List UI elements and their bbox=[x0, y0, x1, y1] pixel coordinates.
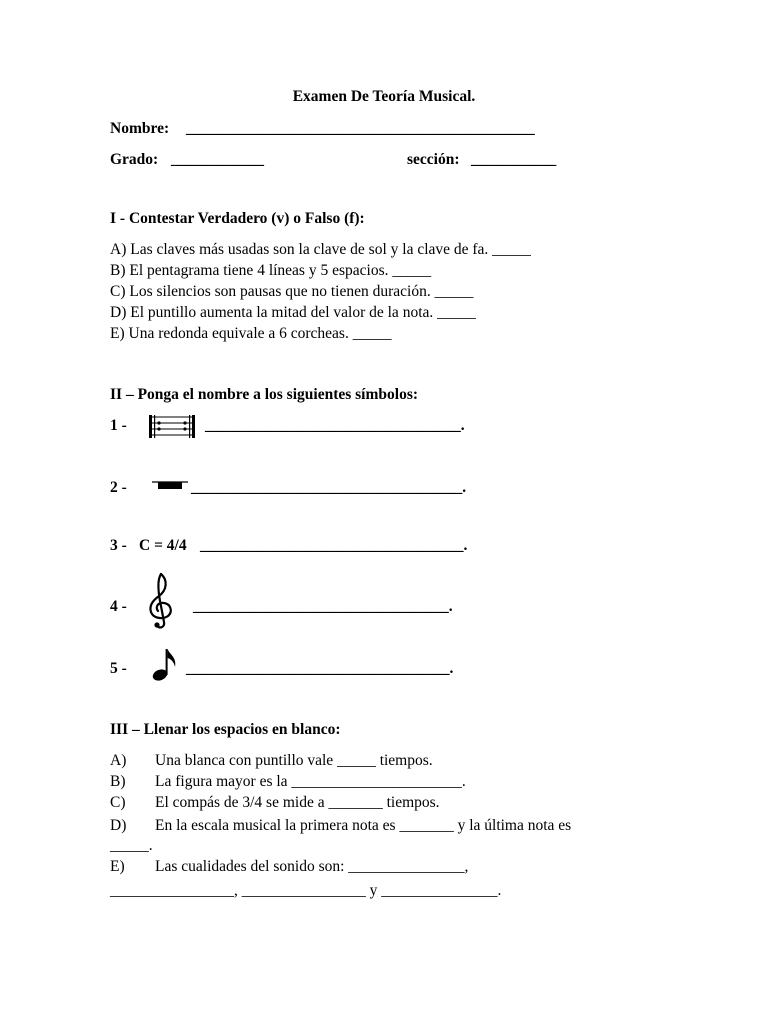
seccion-label: sección: bbox=[407, 151, 460, 168]
nombre-field[interactable]: _____________________________________________ bbox=[186, 120, 535, 137]
part1-item-c: C) Los silencios son pausas que no tienen duración. _____ bbox=[110, 283, 474, 300]
part3-item-d-letter: D) bbox=[110, 817, 127, 834]
seccion-field[interactable]: ___________ bbox=[471, 151, 557, 168]
part3-item-a-letter: A) bbox=[110, 752, 127, 769]
nombre-label: Nombre: bbox=[110, 120, 170, 137]
part2-item2-number: 2 - bbox=[110, 479, 127, 496]
part2-item1-blank[interactable]: _________________________________. bbox=[205, 417, 465, 434]
repeat-sign-icon bbox=[146, 413, 198, 441]
part1-item-e: E) Una redonda equivale a 6 corcheas. _____ bbox=[110, 325, 392, 342]
part3-item-e-letter: E) bbox=[110, 858, 125, 875]
part2-item1-number: 1 - bbox=[110, 417, 127, 434]
part1-item-a: A) Las claves más usadas son la clave de sol y la clave de fa. _____ bbox=[110, 241, 531, 258]
part2-item3-number: 3 - bbox=[110, 537, 127, 554]
part3-item-d-text: En la escala musical la primera nota es _______ y la última nota es bbox=[155, 817, 572, 834]
treble-clef-icon bbox=[144, 572, 178, 630]
part3-item-c-letter: C) bbox=[110, 794, 126, 811]
part1-item-d: D) El puntillo aumenta la mitad del valor de la nota. _____ bbox=[110, 304, 476, 321]
exam-title: Examen De Teoría Musical. bbox=[292, 88, 476, 105]
part2-item3-text: C = 4/4 bbox=[139, 537, 187, 554]
part2-item5-blank[interactable]: __________________________________. bbox=[186, 660, 454, 677]
part3-item-e-text: Las cualidades del sonido son: _______________, bbox=[155, 858, 469, 875]
grado-field[interactable]: ____________ bbox=[171, 151, 264, 168]
part1-item-b: B) El pentagrama tiene 4 líneas y 5 espacios. _____ bbox=[110, 262, 432, 279]
part2-item2-blank[interactable]: ___________________________________. bbox=[191, 479, 467, 496]
part3-item-b-letter: B) bbox=[110, 773, 126, 790]
part3-heading: III – Llenar los espacios en blanco: bbox=[110, 721, 341, 738]
grado-label: Grado: bbox=[110, 151, 159, 168]
part3-item-a-text: Una blanca con puntillo vale _____ tiempos. bbox=[155, 752, 433, 769]
part2-heading: II – Ponga el nombre a los siguientes símbolos: bbox=[110, 386, 419, 403]
eighth-note-icon bbox=[150, 644, 180, 684]
part3-item-d-continuation: _____. bbox=[110, 837, 153, 854]
part3-item-e-continuation: ________________, ________________ y _______________. bbox=[110, 882, 502, 899]
part1-heading: I - Contestar Verdadero (v) o Falso (f): bbox=[110, 210, 365, 227]
part2-item4-number: 4 - bbox=[110, 598, 127, 615]
part3-item-b-text: La figura mayor es la ______________________. bbox=[155, 773, 466, 790]
part2-item5-number: 5 - bbox=[110, 660, 127, 677]
part2-item3-blank[interactable]: __________________________________. bbox=[200, 537, 468, 554]
part2-item4-blank[interactable]: _________________________________. bbox=[193, 598, 453, 615]
whole-rest-icon bbox=[150, 474, 190, 498]
part3-item-c-text: El compás de 3/4 se mide a _______ tiempos. bbox=[155, 794, 440, 811]
